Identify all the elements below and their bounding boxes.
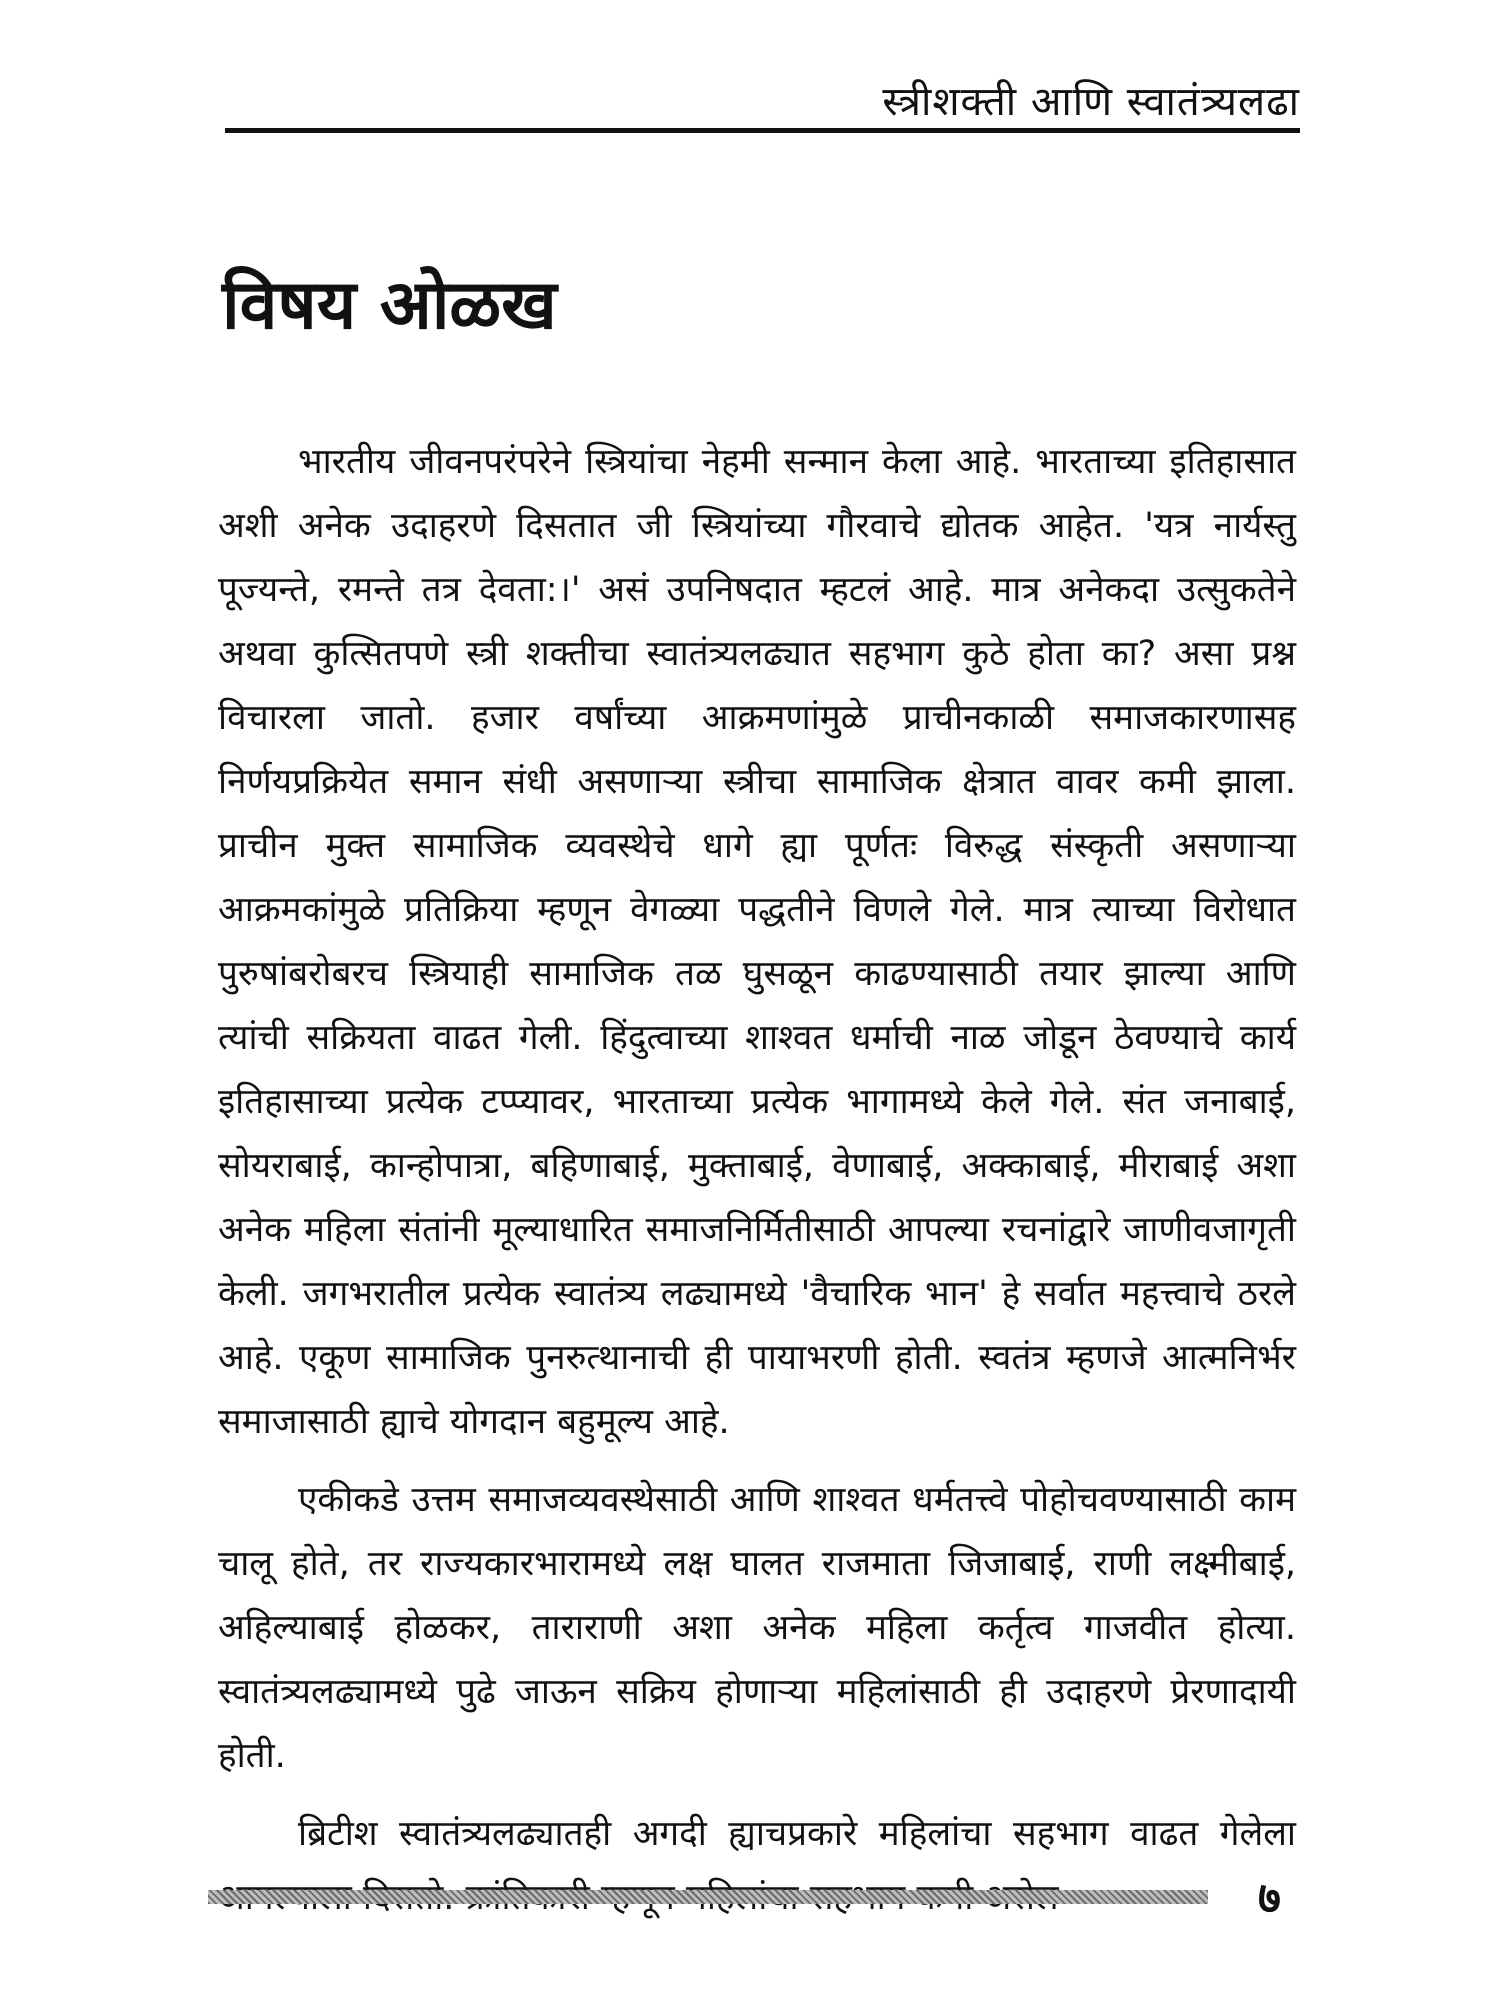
- header-rule: [225, 128, 1300, 133]
- paragraph-1: भारतीय जीवनपरंपरेने स्त्रियांचा नेहमी सन्मान केला आहे. भारताच्या इतिहासात अशी अनेक उदाहरणे दिसतात जी स्त्रियांच्या गौरवाचे द्योतक आहेत. 'यत्र नार्यस्तु पूज्यन्ते, रमन्ते तत्र देवता:।' असं उपनिषदात म्हटलं आहे. मात्र अनेकदा उत्सुकतेने अथवा कुत्सितपणे स्त्री शक्तीचा स्वातंत्र्यलढ्यात सहभाग कुठे होता का? असा प्रश्न विचारला जातो. हजार वर्षांच्या आक्रमणांमुळे प्राचीनकाळी समाजकारणासह निर्णयप्रक्रियेत समान संधी असणाऱ्या स्त्रीचा सामाजिक क्षेत्रात वावर कमी झाला. प्राचीन मुक्त सामाजिक व्यवस्थेचे धागे ह्या पूर्णतः विरुद्ध संस्कृती असणाऱ्या आक्रमकांमुळे प्रतिक्रिया म्हणून वेगळ्या पद्धतीने विणले गेले. मात्र त्याच्या विरोधात पुरुषांबरोबरच स्त्रियाही सामाजिक तळ घुसळून काढण्यासाठी तयार झाल्या आणि त्यांची सक्रियता वाढत गेली. हिंदुत्वाच्या शाश्वत धर्माची नाळ जोडून ठेवण्याचे कार्य इतिहासाच्या प्रत्येक टप्प्यावर, भारताच्या प्रत्येक भागामध्ये केले गेले. संत जनाबाई, सोयराबाई, कान्होपात्रा, बहिणाबाई, मुक्ताबाई, वेणाबाई, अक्काबाई, मीराबाई अशा अनेक महिला संतांनी मूल्याधारित समाजनिर्मितीसाठी आपल्या रचनांद्वारे जाणीवजागृती केली. जगभरातील प्रत्येक स्वातंत्र्य लढ्यामध्ये 'वैचारिक भान' हे सर्वात महत्त्वाचे ठरले आहे. एकूण सामाजिक पुनरुत्थानाची ही पायाभरणी होती. स्वतंत्र म्हणजे आत्मनिर्भर समाजासाठी ह्याचे योगदान बहुमूल्य आहे.: [218, 442, 1296, 1442]
- chapter-title: विषय ओळख: [222, 266, 557, 345]
- paragraph-2: एकीकडे उत्तम समाजव्यवस्थेसाठी आणि शाश्वत धर्मतत्त्वे पोहोचवण्यासाठी काम चालू होते, तर राज्यकारभारामध्ये लक्ष घालत राजमाता जिजाबाई, राणी लक्ष्मीबाई, अहिल्याबाई होळकर, ताराराणी अशा अनेक महिला कर्तृत्व गाजवीत होत्या. स्वातंत्र्यलढ्यामध्ये पुढे जाऊन सक्रिय होणाऱ्या महिलांसाठी ही उदाहरणे प्रेरणादायी होती.: [218, 1480, 1296, 1776]
- body-text: [218, 430, 1296, 1944]
- running-header: स्त्रीशक्ती आणि स्वातंत्र्यलढा: [882, 79, 1300, 125]
- page-number: ७: [1258, 1873, 1281, 1924]
- footer-decorative-band: [208, 1890, 1208, 1904]
- paragraph-3: ब्रिटीश स्वातंत्र्यलढ्यातही अगदी ह्याचप्रकारे महिलांचा सहभाग वाढत गेलेला: [298, 1814, 1296, 1854]
